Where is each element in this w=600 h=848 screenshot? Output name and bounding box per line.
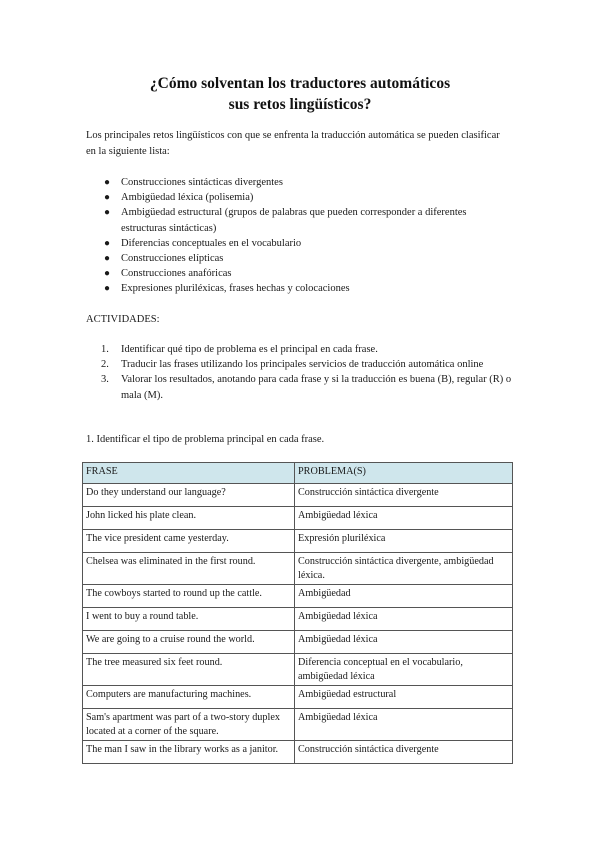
bullet-icon: ●: [104, 283, 111, 295]
list-item: 2. Traducir las frases utilizando los principales servicios de traducción automática online: [101, 359, 484, 371]
header-problemas: PROBLEMA(S): [295, 463, 513, 484]
table-row: [83, 631, 513, 654]
bullet-icon: ●: [104, 192, 111, 204]
cell-frase: The man I saw in the library works as a janitor.: [83, 741, 295, 764]
table-row: [83, 741, 513, 764]
cell-problema: Expresión pluriléxica: [295, 530, 513, 553]
bullet-icon: ●: [104, 268, 111, 280]
cell-frase: Do they understand our language?: [83, 484, 295, 507]
cell-frase: I went to buy a round table.: [83, 608, 295, 631]
table-row: [83, 484, 513, 507]
list-item: ● Construcciones elípticas: [86, 251, 506, 266]
cell-problema: Ambigüedad léxica: [295, 709, 513, 741]
cell-problema: Construcción sintáctica divergente: [295, 484, 513, 507]
intro-paragraph: Los principales retos lingüísticos con que se enfrenta la traducción automática se pueden clasificar en la siguiente lista:: [86, 130, 500, 157]
table-header-row: [83, 463, 513, 484]
cell-frase: The cowboys started to round up the cattle.: [83, 585, 295, 608]
bullet-icon: ●: [104, 177, 111, 188]
cell-frase: The tree measured six feet round.: [83, 654, 295, 686]
cell-frase: Computers are manufacturing machines.: [83, 686, 295, 709]
cell-frase: Chelsea was eliminated in the first round.: [83, 553, 295, 585]
cell-frase: The vice president came yesterday.: [83, 530, 295, 553]
table-row: [83, 709, 513, 741]
cell-problema: Ambigüedad léxica: [295, 608, 513, 631]
table-row: [83, 530, 513, 553]
cell-frase: We are going to a cruise round the world.: [83, 631, 295, 654]
cell-problema: Diferencia conceptual en el vocabulario, ambigüedad léxica: [295, 654, 513, 686]
list-item: ● Construcciones anafóricas: [86, 266, 506, 281]
list-item: 1. Identificar qué tipo de problema es el principal en cada frase.: [101, 344, 378, 355]
list-item: 3. Valorar los resultados, anotando para cada frase y si la traducción es buena (B), regular (R) o mala (M).: [101, 374, 512, 401]
cell-problema: Ambigüedad estructural: [295, 686, 513, 709]
activities-list: [86, 342, 516, 403]
activities-heading: ACTIVIDADES:: [86, 314, 160, 325]
page-title: [0, 73, 600, 115]
bullet-icon: ●: [104, 237, 111, 249]
table-row: [83, 686, 513, 709]
list-item: ● Diferencias conceptuales en el vocabulario: [86, 236, 506, 251]
table-row: [83, 553, 513, 585]
cell-frase: Sam's apartment was part of a two-story duplex located at a corner of the square.: [83, 709, 295, 741]
cell-problema: Ambigüedad léxica: [295, 631, 513, 654]
bullet-icon: ●: [104, 207, 111, 219]
header-frase: FRASE: [83, 463, 295, 484]
table-row: [83, 507, 513, 530]
section-heading: 1. Identificar el tipo de problema principal en cada frase.: [86, 434, 325, 445]
challenges-list: [86, 175, 506, 297]
cell-frase: John licked his plate clean.: [83, 507, 295, 530]
bullet-icon: ●: [104, 253, 111, 265]
table-row: [83, 654, 513, 686]
title-line-2: sus retos lingüísticos?: [228, 96, 372, 113]
list-item: ● Expresiones pluriléxicas, frases hechas y colocaciones: [86, 281, 506, 296]
title-line-1: ¿Cómo solventan los traductores automáticos: [149, 75, 451, 92]
cell-problema: Ambigüedad: [295, 585, 513, 608]
list-item: ● Ambigüedad léxica (polisemia): [86, 190, 506, 205]
table-row: [83, 585, 513, 608]
table-row: [83, 608, 513, 631]
cell-problema: Ambigüedad léxica: [295, 507, 513, 530]
cell-problema: Construcción sintáctica divergente, ambigüedad léxica.: [295, 553, 513, 585]
list-item: ● Ambigüedad estructural (grupos de palabras que pueden corresponder a diferentes estructuras sintácticas): [104, 207, 467, 234]
list-item: ● Construcciones sintácticas divergentes: [86, 175, 506, 190]
phrases-table: [82, 462, 513, 764]
cell-problema: Construcción sintáctica divergente: [295, 741, 513, 764]
